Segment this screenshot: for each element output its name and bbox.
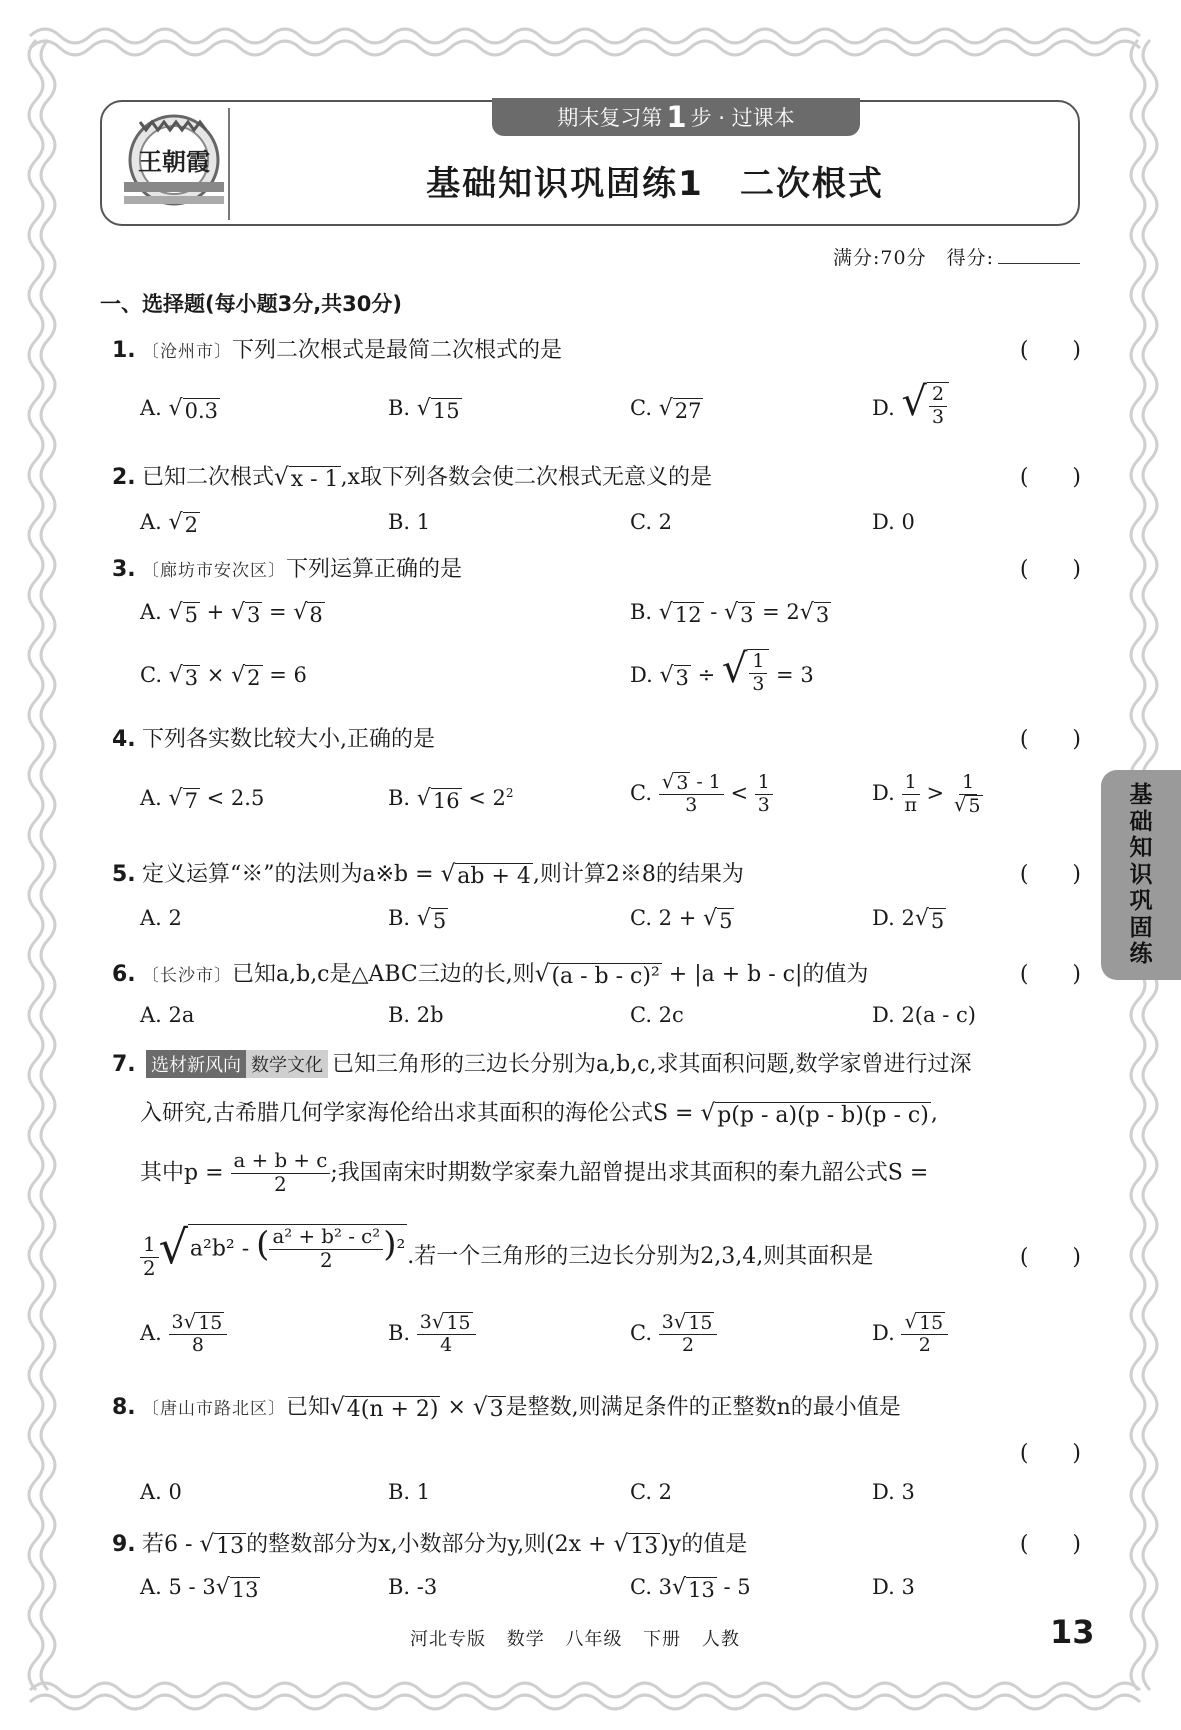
option-a[interactable]: A. √ 5 + √ 3 = √ 8 (140, 600, 323, 627)
question-7-line-3: 其中p = $\frac{a + b + c}{2}$ ;我国南宋时期数学家秦九韶曾提出求其面积的秦九韶公式S = (140, 1149, 929, 1196)
page-number: 13 (1050, 1613, 1095, 1651)
question-7-line-4: $\frac{1}{2}$ √ a²b² - ( $\frac{\text{a² + b² - c²}}{2}$ )² .若一个三角形的三边长分别为2,3,4,则其面积是 ( ) (140, 1224, 1081, 1280)
option-a[interactable]: A. 2 (140, 906, 182, 930)
side-tab-char: 知 (1129, 835, 1153, 862)
question-6: 6. 〔长沙市〕已知a,b,c是△ABC三边的长,则 √ (a - b - c)² + |a + b - c|的值为 ( ) (112, 957, 1081, 988)
question-7-line-2: 入研究,古希腊几何学家海伦给出求其面积的海伦公式S = √ p(p - a)(p - b)(p - c) , (140, 1100, 938, 1128)
side-tab-char: 固 (1129, 914, 1153, 941)
option-a[interactable]: A. 0 (140, 1480, 182, 1504)
option-d[interactable]: D. √ $\frac{2}{3}$ (872, 382, 949, 428)
wangzhaoxia-logo (120, 108, 228, 218)
answer-parentheses[interactable]: ( ) (1019, 338, 1081, 363)
page-title: 基础知识巩固练1 二次根式 (426, 164, 884, 204)
footer-edition: 河北专版 数学 八年级 下册 人教 (410, 1629, 740, 1650)
question-2: 2. 已知二次根式 √ x - 1 ,x取下列各数会使二次根式无意义的是 ( ) (112, 460, 1081, 491)
option-d[interactable]: D. 3 (872, 1575, 915, 1599)
header-divider (228, 108, 230, 220)
tag-math-culture: 数学文化 (246, 1050, 328, 1078)
answer-parentheses[interactable]: ( ) (1019, 1441, 1081, 1466)
option-b[interactable]: B. √ 5 (388, 906, 447, 933)
svg-text:王朝霞: 王朝霞 (138, 147, 210, 176)
answer-parentheses[interactable]: ( ) (1019, 557, 1081, 582)
question-8: 8. 〔唐山市路北区〕已知 √ 4(n + 2) × √ 3 是整数,则满足条件的正整数n的最小值是 (112, 1394, 901, 1422)
region-tag: 〔沧州市〕 (142, 342, 232, 362)
answer-parentheses[interactable]: ( ) (1019, 465, 1081, 490)
option-b[interactable]: B. 1 (388, 510, 431, 534)
step-banner (492, 98, 860, 136)
side-tab-char: 础 (1129, 808, 1153, 835)
side-tab-char: 练 (1129, 941, 1153, 968)
question-7: 7. 选材新风向 数学文化 已知三角形的三边长分别为a,b,c,求其面积问题,数学家曾进行过深 (112, 1052, 972, 1077)
question-4: 4. 下列各实数比较大小,正确的是 ( ) (112, 722, 1081, 753)
option-b[interactable]: B. √ 16 < $2^2$ (388, 786, 514, 813)
question-1 (112, 333, 1081, 364)
option-b[interactable]: B. √ 12 - √ 3 = 2 √ 3 (630, 600, 830, 627)
option-c[interactable]: C. 2c (630, 1003, 684, 1027)
option-a[interactable]: A. √ 7 < 2.5 (140, 786, 265, 813)
option-c[interactable]: C. 3 √ 13 - 5 (630, 1575, 751, 1602)
option-d[interactable]: D. 0 (872, 510, 915, 534)
option-a[interactable]: A. 5 - 3 √ 13 (140, 1575, 259, 1602)
option-c[interactable]: C. 2 (630, 510, 673, 534)
question-9: 9. 若6 - √ 13 的整数部分为x,小数部分为y,则(2x + √ 13 )y的值是 ( ) (112, 1527, 1081, 1558)
option-b[interactable]: B. √ 15 (388, 396, 460, 423)
option-d[interactable]: D. √ 15 2 (872, 1312, 948, 1357)
step-suffix: 步 · 过课本 (690, 106, 795, 130)
step-prefix: 期末复习第 (557, 106, 663, 130)
option-d[interactable]: D. 2 √ 5 (872, 906, 945, 933)
answer-parentheses[interactable]: ( ) (1019, 727, 1081, 752)
option-c[interactable]: C. 2 (630, 1480, 673, 1504)
option-a[interactable]: A. 2a (140, 1003, 195, 1027)
section-title: 一、选择题(每小题3分,共30分) (100, 292, 403, 316)
tag-new-trend: 选材新风向 (146, 1050, 246, 1078)
option-c[interactable]: C. √ 3 × √ 2 = 6 (140, 663, 307, 690)
answer-parentheses[interactable]: ( ) (1019, 862, 1081, 887)
option-a[interactable]: A. √ 0.3 (140, 396, 218, 423)
option-c[interactable]: C. √ 27 (630, 396, 702, 423)
side-tab-char: 基 (1129, 782, 1153, 809)
step-number: 1 (666, 100, 687, 134)
option-c[interactable]: C. √ 3 - 1 3 < $\frac{1}{3}$ (630, 772, 773, 817)
option-b[interactable]: B. 3 √ 15 4 (388, 1312, 476, 1357)
score-label: 满分:70分 得分: (833, 247, 994, 269)
score-line (833, 243, 1080, 270)
option-d[interactable]: D. √ 3 ÷ √ $\frac{1}{3}$ = 3 (630, 646, 814, 695)
question-5: 5. 定义运算“※”的法则为a※b = √ ab + 4 ,则计算2※8的结果为 ( ) (112, 857, 1081, 888)
option-b[interactable]: B. 2b (388, 1003, 444, 1027)
question-number: 1. (112, 338, 136, 363)
side-tab-char: 识 (1129, 861, 1153, 888)
answer-parentheses[interactable]: ( ) (1019, 962, 1081, 987)
option-c[interactable]: C. 2 + √ 5 (630, 906, 733, 933)
option-b[interactable]: B. -3 (388, 1575, 438, 1599)
question-3: 3. 〔廊坊市安次区〕下列运算正确的是 ( ) (112, 552, 1081, 583)
answer-parentheses[interactable]: ( ) (1019, 1532, 1081, 1557)
side-tab-char: 巩 (1129, 888, 1153, 915)
side-chapter-tab[interactable] (1101, 770, 1181, 980)
question-text: 下列二次根式是最简二次根式的是 (232, 338, 563, 363)
option-c[interactable]: C. 3 √ 15 2 (630, 1312, 717, 1357)
option-a[interactable]: A. √ 2 (140, 510, 198, 537)
option-d[interactable]: D. $\frac{1}{\pi}$ > 1 √ 5 (872, 771, 981, 817)
option-d[interactable]: D. 2(a - c) (872, 1003, 976, 1027)
score-blank[interactable] (998, 263, 1080, 264)
header-box (100, 100, 1080, 226)
option-b[interactable]: B. 1 (388, 1480, 431, 1504)
option-d[interactable]: D. 3 (872, 1480, 915, 1504)
answer-parentheses[interactable]: ( ) (1019, 1245, 1081, 1270)
option-a[interactable]: A. 3 √ 15 8 (140, 1312, 227, 1357)
